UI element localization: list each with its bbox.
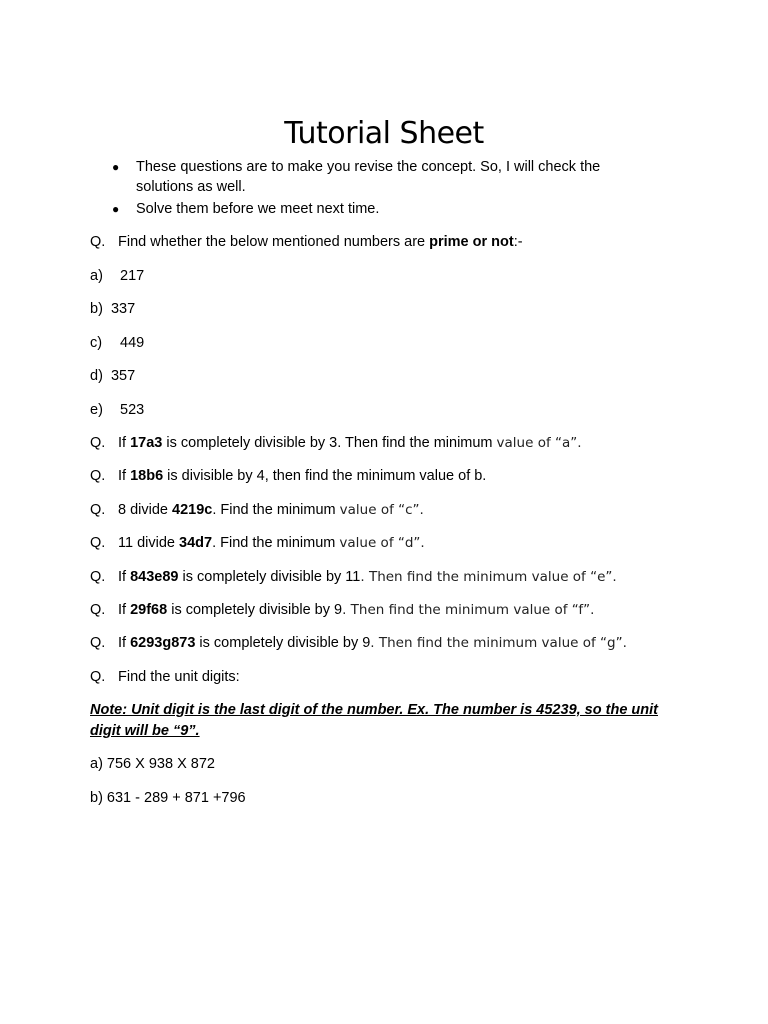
instruction-item	[112, 199, 652, 219]
question-text: . Find the minimum	[212, 535, 340, 551]
question-prefix: Q.	[90, 468, 106, 484]
bullet-icon: ●	[112, 202, 120, 216]
item-value: 449	[120, 335, 145, 351]
question-number: 29f68	[130, 602, 168, 618]
question-text: is completely divisible by 9	[167, 602, 343, 618]
question-text: 8 divide	[118, 502, 173, 518]
question-text: Find whether the below mentioned numbers are	[118, 234, 430, 250]
instruction-list	[112, 157, 652, 221]
prime-item	[90, 366, 135, 386]
question-prefix: Q.	[90, 535, 106, 551]
question-text-light: . Then find the minimum value of “g”.	[370, 635, 627, 651]
prime-item	[90, 333, 144, 353]
question-text-light: value of “a”.	[496, 435, 582, 451]
prime-item	[90, 400, 144, 420]
question-prefix: Q.	[90, 569, 106, 585]
item-label: c)	[90, 335, 103, 351]
question-text: is completely divisible by 11	[178, 569, 361, 585]
prime-question	[90, 232, 523, 252]
unit-digit-item: a) 756 X 938 X 872	[90, 756, 215, 772]
question-number: 18b6	[130, 468, 164, 484]
question-prefix: Q.	[90, 502, 106, 518]
question-text: If	[118, 635, 131, 651]
note-text: Note: Unit digit is the last digit of the number. Ex. The number is 45239, so the unit digit will be “9”.	[90, 702, 658, 739]
item-value: 217	[120, 268, 145, 284]
instruction-text: Solve them before we meet next time.	[136, 201, 380, 217]
question-text: 11 divide	[118, 535, 179, 551]
question-number: 843e89	[130, 569, 179, 585]
question-row	[90, 633, 627, 653]
bullet-icon: ●	[112, 160, 120, 174]
question-row	[90, 500, 424, 520]
question-row	[90, 533, 425, 553]
question-row	[90, 433, 582, 453]
question-prefix: Q.	[90, 234, 106, 250]
question-text: Find the unit digits:	[118, 669, 240, 685]
item-value: 357	[110, 368, 136, 384]
prime-item	[90, 266, 144, 286]
question-row	[90, 466, 486, 486]
question-prefix: Q.	[90, 635, 106, 651]
question-text: is divisible by 4, then find the minimum value of b.	[163, 468, 487, 484]
unit-digit-item: b) 631 - 289 + 871 +796	[90, 790, 246, 806]
question-text: is completely divisible by 9	[195, 635, 371, 651]
question-number: 34d7	[179, 535, 213, 551]
instruction-text: These questions are to make you revise the concept. So, I will check the solutions as well.	[136, 159, 601, 195]
item-value: 337	[110, 301, 136, 317]
item-label: b)	[90, 301, 103, 317]
page-title: Tutorial Sheet	[284, 116, 484, 152]
unit-digit-question	[90, 667, 240, 687]
question-text: is completely divisible by 3. Then find the minimum	[162, 435, 497, 451]
question-number: 6293g873	[130, 635, 196, 651]
question-text: . Find the minimum	[212, 502, 340, 518]
item-value: 523	[120, 402, 145, 418]
item-label: e)	[90, 402, 103, 418]
question-prefix: Q.	[90, 669, 106, 685]
question-number: 17a3	[130, 435, 163, 451]
question-text-suffix: :-	[513, 234, 523, 250]
instruction-item	[112, 157, 652, 197]
item-label: d)	[90, 368, 103, 384]
question-row	[90, 567, 617, 587]
prime-item	[90, 299, 135, 319]
question-text: If	[118, 435, 131, 451]
question-prefix: Q.	[90, 602, 106, 618]
question-text: If	[118, 569, 131, 585]
question-text: If	[118, 468, 131, 484]
question-prefix: Q.	[90, 435, 106, 451]
question-text-light: . Then find the minimum value of “e”.	[360, 569, 617, 585]
question-bold-text: prime or not	[429, 234, 514, 250]
question-text-light: value of “d”.	[339, 535, 425, 551]
question-row	[90, 600, 594, 620]
question-text: If	[118, 602, 131, 618]
item-label: a)	[90, 268, 103, 284]
question-text-light: . Then find the minimum value of “f”.	[342, 602, 595, 618]
question-text-light: value of “c”.	[339, 502, 424, 518]
question-number: 4219c	[172, 502, 213, 518]
